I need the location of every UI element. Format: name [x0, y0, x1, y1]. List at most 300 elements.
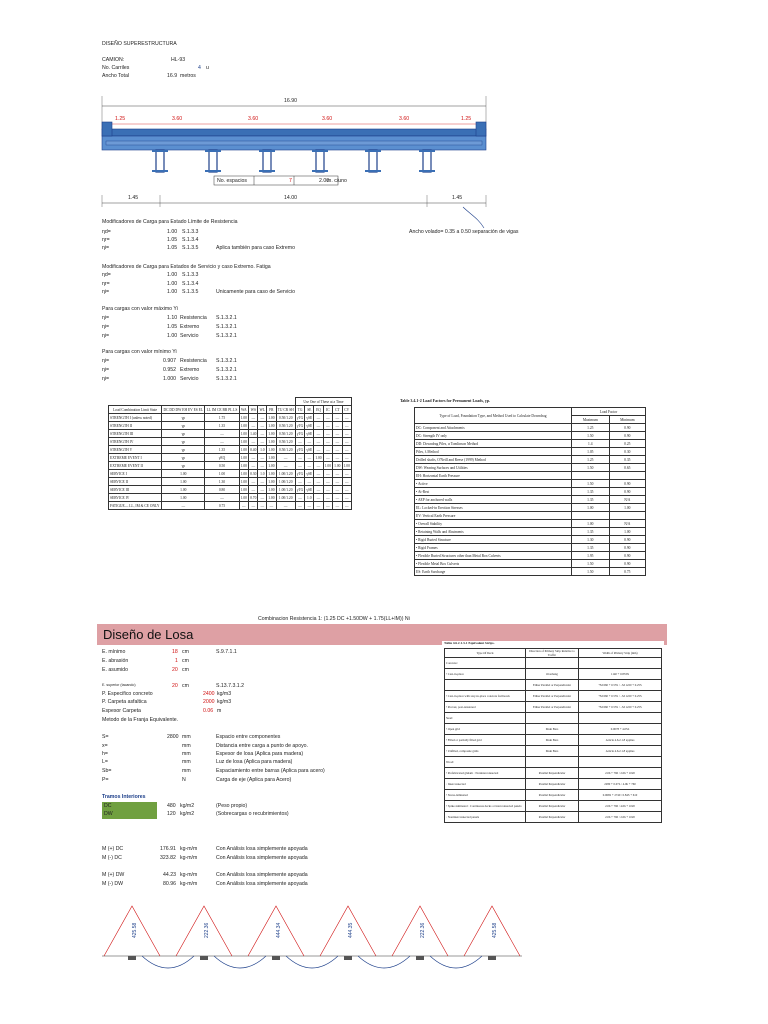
table-cell: • Cast-in-place with stay-in-place concrete formwork [445, 691, 526, 702]
table-row [415, 480, 646, 488]
table-cell: — [333, 422, 342, 430]
table-cell: 1.00 [609, 528, 645, 536]
eta-ref: S.1.3.2.1 [216, 333, 237, 339]
table-cell: STRENGTH II [109, 422, 162, 430]
table-cell: — [249, 502, 258, 510]
table-cell: SERVICE III [109, 486, 162, 494]
table-row [109, 502, 352, 510]
table-cell: 0.70 [250, 495, 257, 500]
metodo-label: Metodo de la Franja Equivalente. [102, 717, 179, 723]
espesor-unit: cm [182, 667, 189, 673]
table-cell: 1.4 [572, 440, 610, 448]
eta-ref: S.1.3.2.1 [216, 324, 237, 330]
var-desc: Distancia entre carga a punto de apoyo. [216, 743, 308, 749]
strip-col-direction: Direction of Primary Strip Relative to Traffic [526, 649, 579, 658]
table-cell: 1.00 [240, 415, 247, 420]
table-cell [526, 658, 579, 669]
table-cell: • Filled or partially filled grid [445, 735, 526, 746]
table-cell: 0.40 [250, 447, 257, 452]
table-row [109, 462, 352, 470]
table-cell: EH: Horizontal Earth Pressure [415, 472, 572, 480]
table-cell: — [323, 446, 332, 454]
table-cell: 1.00 [609, 504, 645, 512]
tramo-label: DW [104, 811, 113, 817]
table-cell: 1.35 [205, 446, 239, 454]
momento-unit: kg-m/m [180, 846, 198, 852]
table-cell: 1.0 [258, 470, 267, 478]
table-cell: — [314, 470, 323, 478]
table-cell: — [295, 438, 305, 446]
table-cell: SERVICE IV [109, 494, 162, 502]
table-row [445, 735, 662, 746]
col-min: Minimum [609, 416, 645, 424]
use-one-caption: Use One of These at a Time [295, 398, 351, 406]
table-row [445, 746, 662, 757]
table-cell: 1.00 [240, 431, 247, 436]
eta-label: ηi= [102, 315, 110, 321]
espacios-value: 7 [289, 178, 292, 184]
table-cell: — [305, 454, 314, 462]
e-superior-unit: cm [182, 683, 189, 689]
table-cell: — [333, 454, 342, 462]
table-row [109, 494, 352, 502]
table-cell: • Flexible Metal Box Culverts [415, 560, 572, 568]
table-cell: γSE [306, 487, 313, 492]
eta-value: 1.000 [163, 376, 176, 382]
table-cell: — [314, 438, 323, 446]
table-cell: — [249, 414, 258, 422]
eta-label: ηd= [102, 272, 111, 278]
var-unit: N [182, 777, 186, 783]
eta-value: 1.00 [167, 229, 178, 235]
span-dimension: 3.60 [399, 116, 410, 122]
table-cell: 1.00 [572, 520, 610, 528]
support-marker [344, 956, 352, 960]
table-cell: 0.90 [609, 488, 645, 496]
table-cell: — [342, 494, 351, 502]
table-cell: 1.30 [205, 478, 239, 486]
table-cell: ES: Earth Surcharge [415, 568, 572, 576]
espesor-value: 20 [172, 667, 178, 673]
table-cell: — [342, 486, 351, 494]
table-row [445, 801, 662, 812]
table-cell: 0.75 [609, 568, 645, 576]
table-cell: +M 660 + 0.55S / −M 1220 + 0.25S [579, 691, 662, 702]
eta-label: ηi= [102, 333, 110, 339]
var-desc: Espacio entre componentes [216, 734, 281, 740]
span-dimension: 3.60 [248, 116, 259, 122]
momento-unit: kg-m/m [180, 872, 198, 878]
table-cell: — [314, 486, 323, 494]
table-cell: Piles, λ Method [415, 448, 572, 456]
table-cell: Steel: [445, 713, 526, 724]
table-cell: γp [162, 446, 205, 454]
table-cell: — [314, 502, 323, 510]
table-header-cell: EQ [314, 406, 323, 414]
positive-moment-curve [142, 956, 194, 968]
table-cell: 1.00 [268, 495, 275, 500]
table-cell: 0.50/1.20 [276, 446, 295, 454]
table-cell: — [323, 486, 332, 494]
table-cell: γTG [296, 415, 304, 420]
table-cell: — [342, 422, 351, 430]
var-desc: Carga de eje (Aplica para Acero) [216, 777, 292, 783]
table-cell: Article 4.6.2.1.8 applies [579, 746, 662, 757]
table-cell: 1.00 [334, 463, 341, 468]
tramo-desc: (Peso propio) [216, 803, 248, 809]
table-cell: 1.50 [572, 464, 610, 472]
table-cell: — [333, 438, 342, 446]
table-cell [579, 713, 662, 724]
var-value: 2800 [167, 734, 179, 740]
table-cell: γSE [306, 471, 313, 476]
eta-ref: S.1.3.3 [182, 229, 199, 235]
table-cell: — [333, 470, 342, 478]
table-cell: — [342, 502, 351, 510]
var-desc: Luz de losa (Aplica para madera) [216, 759, 293, 765]
table-cell: — [258, 438, 267, 446]
table-cell: 1.00/1.20 [276, 494, 295, 502]
eta-label: ηi= [102, 324, 110, 330]
table-cell: — [258, 414, 267, 422]
table-row [445, 680, 662, 691]
table-cell: 1.00 [162, 470, 205, 478]
table-cell: Parallel Perpendicular [526, 801, 579, 812]
table-cell: • Precast, post-tensioned [445, 702, 526, 713]
table-cell: 0.35 [609, 456, 645, 464]
table-cell: γSE [306, 431, 313, 436]
table-cell: 0.50 [205, 462, 239, 470]
espacios-label: No. espacios [217, 178, 247, 184]
tramo-value: 480 [167, 803, 176, 809]
section-heading: Para cargas con valor máximo Yi [102, 306, 178, 312]
table-cell: 1.50 [572, 432, 610, 440]
table-row [445, 812, 662, 823]
table-cell: — [342, 470, 351, 478]
table-row [109, 486, 352, 494]
table-cell: 0.50/1.20 [276, 438, 295, 446]
table-cell: — [342, 430, 351, 438]
moment-label: 444.34 [276, 922, 282, 938]
eta-value: 1.05 [167, 324, 178, 330]
table-cell: 0.25 [609, 440, 645, 448]
table-cell: Parallel Perpendicular [526, 812, 579, 823]
table-cell: N/A [609, 520, 645, 528]
table-cell: — [258, 422, 267, 430]
table-cell: DW: Wearing Surfaces and Utilities [415, 464, 572, 472]
losa-banner-title: Diseño de Losa [103, 627, 194, 642]
table-row [415, 544, 646, 552]
table-cell: — [258, 486, 267, 494]
table-cell: — [333, 486, 342, 494]
table-cell: 1.35 [572, 488, 610, 496]
table-cell: γp [162, 454, 205, 462]
table-cell: 1.00/1.20 [276, 486, 295, 494]
table-cell: — [323, 470, 332, 478]
load-combination-table [108, 397, 352, 510]
table-cell: — [295, 454, 305, 462]
table-cell: • Rigid Buried Structure [415, 536, 572, 544]
table-header-cell: SE [305, 406, 314, 414]
table-cell: — [258, 430, 267, 438]
table-cell: • Rigid Frames [415, 544, 572, 552]
espesor-value: 18 [172, 649, 178, 655]
table-cell: — [333, 502, 342, 510]
table-cell: 1.00 [240, 479, 247, 484]
table-row [109, 422, 352, 430]
table-cell: — [258, 478, 267, 486]
var-desc: Espesor de losa (Aplica para madera) [216, 751, 304, 757]
table-row [415, 568, 646, 576]
param-value: HL-93 [171, 57, 186, 63]
table-cell: — [342, 454, 351, 462]
table-row [445, 691, 662, 702]
moment-label: 222.36 [420, 922, 426, 938]
table-cell: • Unfilled, composite grids [445, 746, 526, 757]
var-unit: mm [182, 768, 191, 774]
eta-ref: S.1.3.5 [182, 245, 199, 251]
eta-value: 1.05 [167, 245, 178, 251]
table-cell: 0.50/1.20 [276, 430, 295, 438]
eta-state: Extremo [180, 324, 200, 330]
table-cell: 2280 + 0.07L / 4.0h + 760 [579, 779, 662, 790]
col-max: Maximum [572, 416, 610, 424]
table-cell: — [314, 422, 323, 430]
table-row [415, 552, 646, 560]
table-cell: 1.30 [572, 536, 610, 544]
table-cell: SERVICE II [109, 478, 162, 486]
table-cell: EXTREME EVENT I [109, 454, 162, 462]
eta-state: Resistencia [180, 358, 207, 364]
table-cell: • Open grid [445, 724, 526, 735]
table-row [109, 414, 352, 422]
table-cell: Parallel Perpendicular [526, 790, 579, 801]
peso-value: 2000 [203, 699, 215, 705]
table-cell: — [323, 494, 332, 502]
espacios-unit: m. c/uno [327, 178, 347, 184]
table-row [445, 702, 662, 713]
table-row [109, 438, 352, 446]
strip-col-width: Width of Primary Strip (mm) [579, 649, 662, 658]
peso-unit: kg/m3 [217, 691, 232, 697]
table-row [415, 536, 646, 544]
table-cell: — [333, 430, 342, 438]
table-cell: 0.75 [205, 502, 239, 510]
table-cell: 2.0h + 760 / 4.0h + 1020 [579, 801, 662, 812]
table-cell: Wood: [445, 757, 526, 768]
peso-label: P. Especifico concreto [102, 691, 153, 697]
table-row [415, 424, 646, 432]
table-cell: 1.00 [268, 479, 275, 484]
table-row [445, 768, 662, 779]
eta-value: 0.907 [163, 358, 176, 364]
table-cell: 1.00 [268, 471, 275, 476]
var-label: L= [102, 759, 108, 765]
table-cell: — [249, 462, 258, 470]
var-unit: mm [182, 743, 191, 749]
bottom-dimension: 14.00 [284, 195, 297, 201]
table-cell: — [205, 438, 239, 446]
table-header-cell: WA [241, 407, 247, 412]
eta-value: 0.952 [163, 367, 176, 373]
table-cell: 1.35 [205, 422, 239, 430]
table-cell: 1.00 [268, 431, 275, 436]
table-row [415, 528, 646, 536]
table-cell: 0.90 [609, 536, 645, 544]
table-header-cell: DC DD DW EH EV ES EL [163, 407, 204, 412]
section-heading: Modificadores de Carga para Estado Límite de Resistencia [102, 219, 238, 225]
param-value: 4 [198, 65, 201, 71]
table-cell: γp [162, 414, 205, 422]
eta-note: Aplica también para caso Extremo [216, 245, 296, 251]
table-cell: 1.50 [572, 568, 610, 576]
table-cell: 0.90 [609, 432, 645, 440]
table-cell: Parallel Perpendicular [526, 779, 579, 790]
eta-ref: S.1.3.2.1 [216, 376, 237, 382]
eta-label: ηr= [102, 281, 110, 287]
table-cell: — [205, 430, 239, 438]
tramo-desc: (Sobrecargas o recubrimientos) [216, 811, 289, 817]
e-superior-ref: S.13.7.3.1.2 [216, 683, 244, 689]
table-row [415, 512, 646, 520]
equivalent-strips-table [444, 648, 662, 823]
table-cell: 0.30 [250, 471, 257, 476]
support-marker [200, 956, 208, 960]
table-cell: 1.25 [572, 456, 610, 464]
table-cell: γTG [296, 431, 304, 436]
momento-label: M (-) DW [102, 881, 124, 887]
eta-label: ηi= [102, 367, 110, 373]
table-cell: — [295, 462, 305, 470]
table-cell: 1.00 [205, 470, 239, 478]
eta-state: Servicio [180, 333, 199, 339]
table-row [445, 779, 662, 790]
table-row [109, 470, 352, 478]
table-cell: — [276, 462, 295, 470]
table-cell: Concrete: [445, 658, 526, 669]
espesor-value: 1 [175, 658, 178, 664]
tramo-unit: kg/m2 [180, 811, 195, 817]
table-cell: — [249, 486, 258, 494]
table-cell: 1.00 [268, 487, 275, 492]
table-cell: 1.0 [305, 494, 314, 502]
table-cell: 1.00 [162, 494, 205, 502]
eta-value: 1.00 [167, 333, 178, 339]
table-cell: 0.90 [609, 552, 645, 560]
positive-moment-curve [430, 956, 482, 968]
var-label: h= [102, 751, 108, 757]
table-row [445, 713, 662, 724]
table-cell: 2.0h + 760 / 2.0h + 1020 [579, 768, 662, 779]
table-cell: 1.00 [240, 439, 247, 444]
table-cell: — [342, 446, 351, 454]
bottom-dimension: 1.45 [452, 195, 463, 201]
table-cell: — [314, 430, 323, 438]
span-dimension: 1.25 [461, 116, 472, 122]
eta-ref: S.1.3.5 [182, 289, 199, 295]
table-cell: γEQ [205, 454, 239, 462]
col-type: Type of Load, Foundation Type, and Method Used to Calculate Downdrag [415, 408, 572, 424]
table-cell: — [323, 478, 332, 486]
table-cell: — [295, 478, 305, 486]
table-cell: — [276, 454, 295, 462]
table-row [445, 790, 662, 801]
table-cell: 1.00 [240, 447, 247, 452]
table-cell: γTG [296, 471, 304, 476]
table-cell: γSE [306, 447, 313, 452]
table-row [415, 520, 646, 528]
table-cell: — [342, 438, 351, 446]
table-cell: — [314, 494, 323, 502]
eta-note: Unicamente para caso de Servicio [216, 289, 296, 295]
eta-ref: S.1.3.2.1 [216, 315, 237, 321]
table-row [445, 669, 662, 680]
table-cell: 1.95 [572, 552, 610, 560]
table-cell [579, 658, 662, 669]
table-row [415, 496, 646, 504]
param-value: 16.9 [167, 73, 178, 79]
table-cell: ◦ Interconnected [445, 779, 526, 790]
strip-table-title: Table 4.6.2.1.3-1 Equivalent Strips. [444, 641, 495, 645]
table-cell: — [249, 454, 258, 462]
table-cell: 1.00 [315, 455, 322, 460]
table-cell: — [333, 494, 342, 502]
support-marker [416, 956, 424, 960]
espesor-unit: cm [182, 649, 189, 655]
table-cell: 1.25 [572, 424, 610, 432]
table-row [445, 724, 662, 735]
table-cell: 1.35 [572, 528, 610, 536]
moment-diagram [102, 896, 522, 990]
support-marker [488, 956, 496, 960]
var-label: S= [102, 734, 109, 740]
espesor-label: E. asumido [102, 667, 128, 673]
table-cell: — [305, 502, 314, 510]
table-cell: — [323, 454, 332, 462]
table-cell: — [333, 478, 342, 486]
table-cell: STRENGTH IV [109, 438, 162, 446]
moment-label: 425.58 [492, 922, 498, 938]
table-cell: — [305, 438, 314, 446]
table-cell: — [323, 502, 332, 510]
eta-label: ηi= [102, 245, 110, 251]
momento-desc: Con Análisis losa simplemente apoyada [216, 881, 308, 887]
param-unit: metros [180, 73, 196, 79]
table-cell [526, 713, 579, 724]
tramos-heading: Tramos Interiores [102, 794, 146, 800]
espesor-unit: cm [182, 658, 189, 664]
table-cell: — [276, 502, 295, 510]
tramo-value: 120 [167, 811, 176, 817]
eta-state: Servicio [180, 376, 199, 382]
table-cell [609, 512, 645, 520]
table-cell: 1140 + 0.833X [579, 669, 662, 680]
peso-unit: kg/m3 [217, 699, 232, 705]
table-cell: DC: Strength IV only [415, 432, 572, 440]
table-cell: Either Parallel or Perpendicular [526, 691, 579, 702]
momento-value: 323.82 [160, 855, 176, 861]
table-cell: — [205, 494, 239, 502]
table-header-cell: WL [259, 407, 266, 412]
var-desc: Espaciamiento entre barras (Aplica para acero) [216, 768, 325, 774]
table-cell: STRENGTH V [109, 446, 162, 454]
table-cell [526, 757, 579, 768]
table-header-cell: LL IM CE BR PL LS [206, 407, 238, 412]
table-cell: — [333, 414, 342, 422]
table-cell: 0.30 [609, 448, 645, 456]
peso-label: P. Carpeta asfaltica [102, 699, 147, 705]
table-cell: — [249, 422, 258, 430]
